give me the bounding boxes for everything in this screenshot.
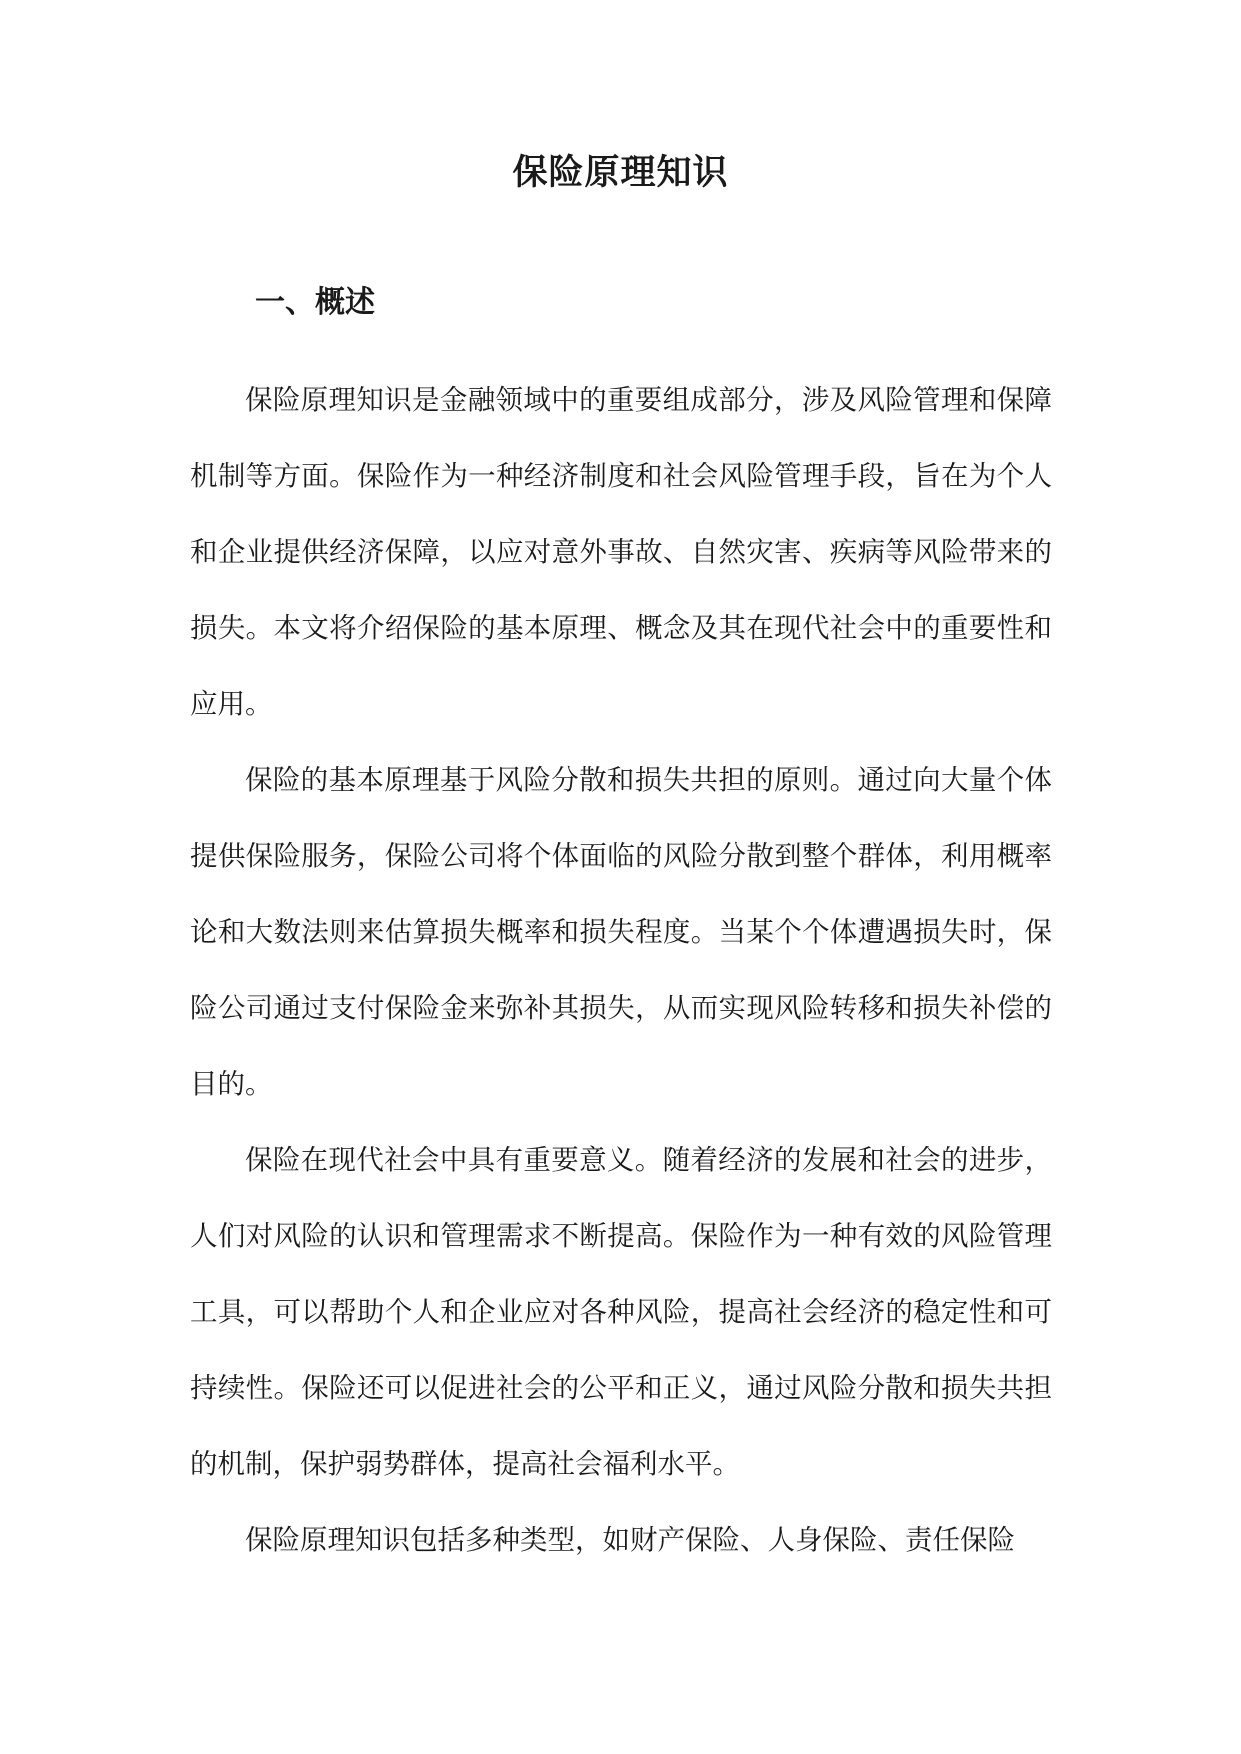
paragraph-4: 保险原理知识包括多种类型，如财产保险、人身保险、责任保险 bbox=[245, 1524, 1015, 1556]
paragraph-1: 保险原理知识是金融领域中的重要组成部分，涉及风险管理和保障机制等方面。保险作为一种经济制度和社会风险管理手段，旨在为个人和企业提供经济保障，以应对意外事故、自然灾害、疾病等风险带来的损失。本文将介绍保险的基本原理、概念及其在现代社会中的重要性和应用。 bbox=[190, 384, 1052, 720]
body-text bbox=[190, 362, 1052, 1578]
document-title: 保险原理知识 bbox=[512, 153, 729, 193]
section-heading-overview: 一、概述 bbox=[255, 285, 375, 320]
paragraph-2: 保险的基本原理基于风险分散和损失共担的原则。通过向大量个体提供保险服务，保险公司将个体面临的风险分散到整个群体，利用概率论和大数法则来估算损失概率和损失程度。当某个个体遭遇损失时，保险公司通过支付保险金来弥补其损失，从而实现风险转移和损失补偿的目的。 bbox=[190, 764, 1052, 1100]
paragraph-3: 保险在现代社会中具有重要意义。随着经济的发展和社会的进步，人们对风险的认识和管理需求不断提高。保险作为一种有效的风险管理工具，可以帮助个人和企业应对各种风险，提高社会经济的稳定性和可持续性。保险还可以促进社会的公平和正义，通过风险分散和损失共担的机制，保护弱势群体，提高社会福利水平。 bbox=[190, 1144, 1052, 1480]
